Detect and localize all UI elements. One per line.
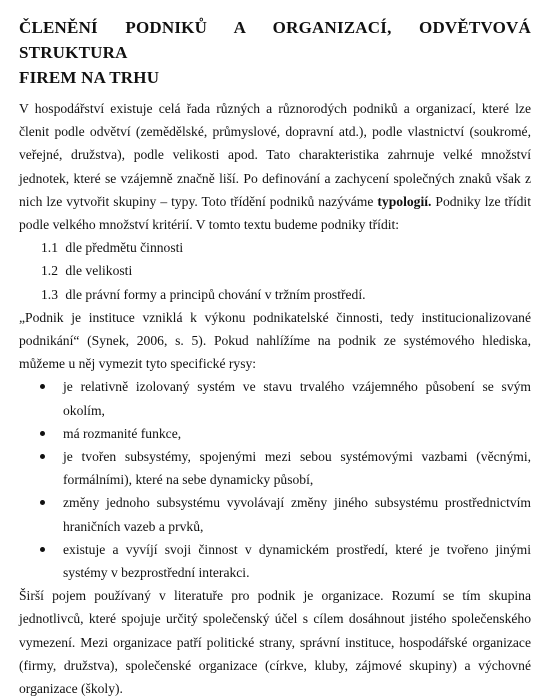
feature-text: je tvořen subsystémy, spojenými mezi sebou systémovými vazbami (věcnými, formálními), které na sebe dynamicky působí, bbox=[63, 449, 531, 488]
feature-item bbox=[19, 445, 531, 491]
criteria-item bbox=[41, 236, 531, 259]
heading-line-2: FIREM NA TRHU bbox=[19, 68, 160, 87]
bullet-icon bbox=[40, 547, 45, 552]
section-heading bbox=[19, 0, 531, 90]
intro-text-start: V hospodářství existuje celá řada různých a různorodých podniků a organizací, které lze členit podle odvětví (zemědělské, průmyslové, dopravní atd.), podle vlastnictví (soukromé, veřejné, družstva), podle velikosti apod. Tato charakteristika zahrnuje velké množství jednotek, které se vzájemně značně liší. Po definování a zachycení společných znaků však z nich lze vytvořit skupiny – typy. Toto třídění podniků nazýváme bbox=[19, 101, 531, 209]
bullet-icon bbox=[40, 384, 45, 389]
heading-line-1: ČLENĚNÍ PODNIKŮ A ORGANIZACÍ, ODVĚTVOVÁ STRUKTURA bbox=[19, 18, 531, 62]
feature-item bbox=[19, 538, 531, 584]
criteria-text: dle právní formy a principů chování v tržním prostředí. bbox=[65, 286, 366, 302]
intro-text-end: Podniky lze třídit podle velkého množství kritérií. V tomto textu budeme podniky třídit: bbox=[19, 193, 531, 233]
features-list bbox=[19, 375, 531, 584]
closing-paragraph: Širší pojem používaný v literatuře pro podnik je organizace. Rozumí se tím skupina jednotlivců, které spojuje určitý společenský účel s cílem dosáhnout jistého společenského vymezení. Mezi organizace patří politické strany, správní instituce, hospodářské organizace (firmy, družstva), společenské organizace (církve, kluby, zájmové skupiny) a výchovné organizace (školy). bbox=[19, 588, 531, 697]
criteria-number: 1.1 bbox=[41, 240, 58, 256]
criteria-number: 1.3 bbox=[41, 286, 58, 302]
feature-item bbox=[19, 375, 531, 421]
bullet-icon bbox=[40, 500, 45, 505]
criteria-text: dle předmětu činnosti bbox=[65, 240, 184, 256]
feature-text: změny jednoho subsystému vyvolávají změny jiného subsystému prostřednictvím hraničních vazeb a prvků, bbox=[63, 495, 531, 534]
feature-item bbox=[19, 422, 531, 445]
feature-text: existuje a vyvíjí svoji činnost v dynamickém prostředí, které je tvořeno jinými systémy v bezprostřední interakci. bbox=[63, 541, 531, 581]
bullet-icon bbox=[40, 454, 45, 459]
definition-paragraph: „Podnik je instituce vzniklá k výkonu podnikatelské činnosti, tedy institucionalizované podnikání“ (Synek, 2006, s. 5). Pokud nahlížíme na podnik ze systémového hlediska, můžeme u něj vymezit tyto specifické rysy: bbox=[19, 309, 531, 372]
criteria-list bbox=[19, 236, 531, 306]
criteria-number: 1.2 bbox=[41, 263, 58, 279]
feature-text: má rozmanité funkce, bbox=[63, 425, 182, 441]
bullet-icon bbox=[40, 431, 45, 436]
criteria-item bbox=[41, 283, 531, 306]
feature-text: je relativně izolovaný systém ve stavu trvalého vzájemného působení se svým okolím, bbox=[63, 379, 531, 418]
feature-item bbox=[19, 491, 531, 537]
intro-paragraph bbox=[19, 97, 531, 236]
criteria-item bbox=[41, 259, 531, 282]
typology-term: typologií. bbox=[377, 193, 432, 209]
criteria-text: dle velikosti bbox=[65, 263, 133, 279]
